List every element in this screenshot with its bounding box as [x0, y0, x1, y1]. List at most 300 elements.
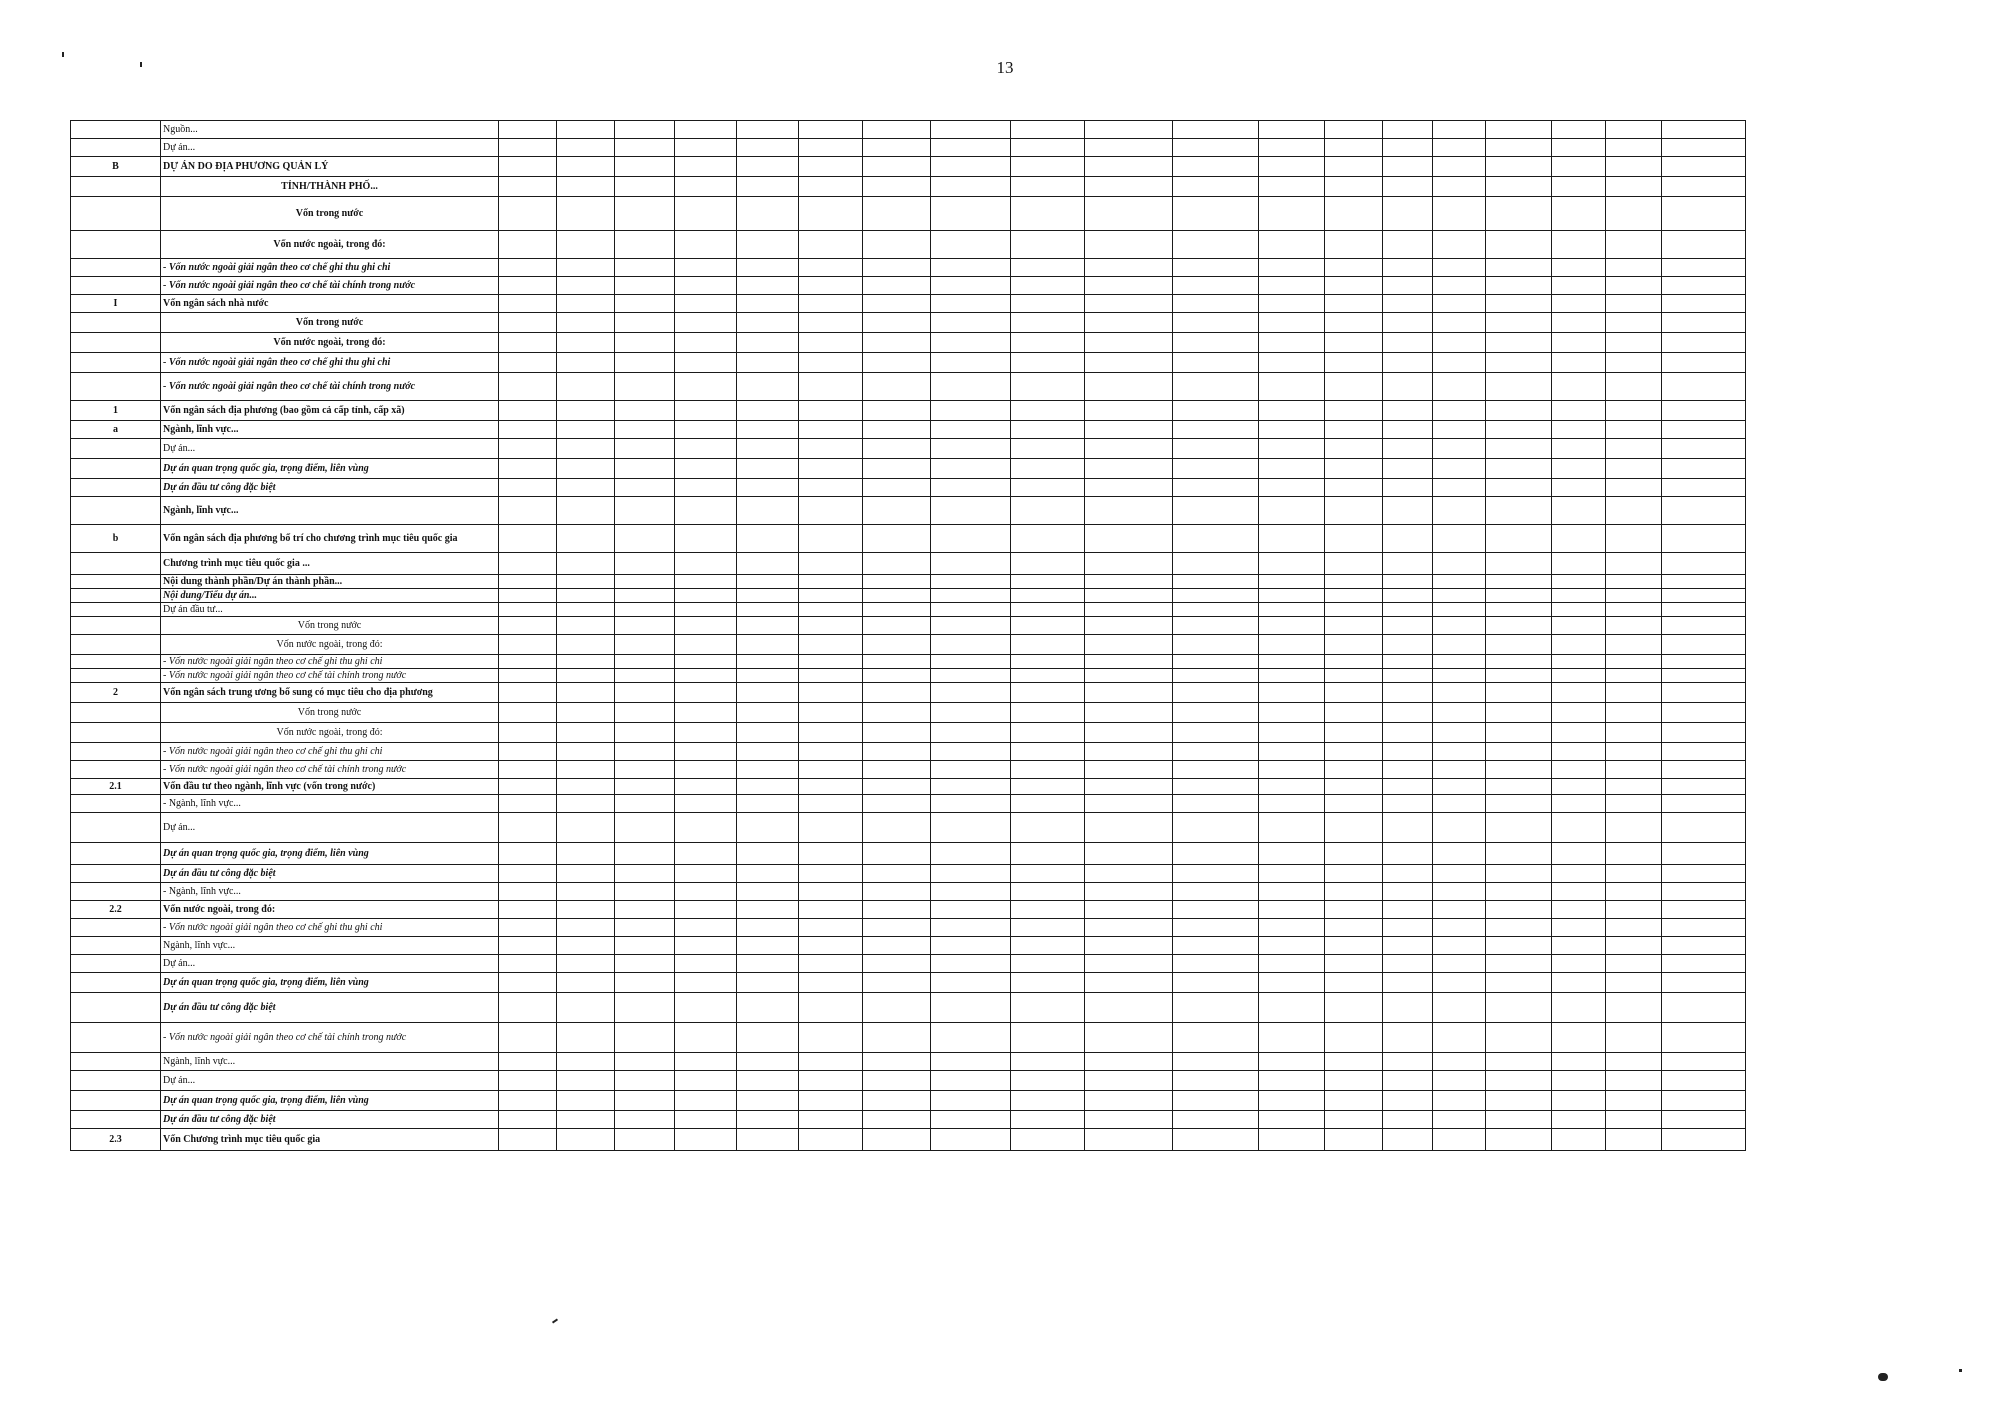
- blank-value-cell: [1325, 937, 1383, 955]
- blank-value-cell: [1433, 313, 1486, 333]
- blank-value-cell: [615, 973, 675, 993]
- blank-value-cell: [557, 603, 615, 617]
- row-number-cell: [71, 575, 161, 589]
- blank-value-cell: [1085, 723, 1173, 743]
- row-number-cell: [71, 795, 161, 813]
- blank-value-cell: [1325, 121, 1383, 139]
- blank-value-cell: [1486, 553, 1552, 575]
- blank-value-cell: [1259, 973, 1325, 993]
- blank-value-cell: [1486, 919, 1552, 937]
- blank-value-cell: [1173, 1053, 1259, 1071]
- blank-value-cell: [1259, 937, 1325, 955]
- blank-value-cell: [737, 761, 799, 779]
- blank-value-cell: [1085, 353, 1173, 373]
- blank-value-cell: [1606, 743, 1662, 761]
- blank-value-cell: [615, 937, 675, 955]
- blank-value-cell: [1662, 1111, 1746, 1129]
- row-name-cell: - Vốn nước ngoài giải ngân theo cơ chế ghi thu ghi chi: [161, 919, 499, 937]
- blank-value-cell: [1552, 973, 1606, 993]
- blank-value-cell: [557, 525, 615, 553]
- blank-value-cell: [799, 139, 863, 157]
- blank-value-cell: [1259, 743, 1325, 761]
- blank-value-cell: [499, 459, 557, 479]
- table-row: [71, 955, 1746, 973]
- blank-value-cell: [737, 139, 799, 157]
- blank-value-cell: [931, 1111, 1011, 1129]
- blank-value-cell: [615, 525, 675, 553]
- blank-value-cell: [931, 479, 1011, 497]
- blank-value-cell: [557, 121, 615, 139]
- blank-value-cell: [1433, 1023, 1486, 1053]
- blank-value-cell: [675, 1053, 737, 1071]
- row-number-cell: 2: [71, 683, 161, 703]
- blank-value-cell: [1383, 121, 1433, 139]
- blank-value-cell: [499, 795, 557, 813]
- blank-value-cell: [675, 121, 737, 139]
- blank-value-cell: [1606, 955, 1662, 973]
- blank-value-cell: [1662, 843, 1746, 865]
- blank-value-cell: [737, 459, 799, 479]
- blank-value-cell: [799, 459, 863, 479]
- blank-value-cell: [1662, 1129, 1746, 1151]
- row-name-cell: Nguồn...: [161, 121, 499, 139]
- blank-value-cell: [1552, 333, 1606, 353]
- blank-value-cell: [499, 1111, 557, 1129]
- blank-value-cell: [1383, 1053, 1433, 1071]
- blank-value-cell: [799, 865, 863, 883]
- blank-value-cell: [1552, 761, 1606, 779]
- blank-value-cell: [1173, 993, 1259, 1023]
- blank-value-cell: [1433, 669, 1486, 683]
- blank-value-cell: [799, 259, 863, 277]
- row-number-cell: [71, 1023, 161, 1053]
- blank-value-cell: [1011, 553, 1085, 575]
- blank-value-cell: [1552, 277, 1606, 295]
- blank-value-cell: [931, 353, 1011, 373]
- blank-value-cell: [1085, 459, 1173, 479]
- blank-value-cell: [1486, 459, 1552, 479]
- blank-value-cell: [931, 795, 1011, 813]
- blank-value-cell: [1085, 1071, 1173, 1091]
- blank-value-cell: [1606, 617, 1662, 635]
- blank-value-cell: [1383, 635, 1433, 655]
- blank-value-cell: [1433, 813, 1486, 843]
- row-name-cell: Vốn trong nước: [161, 617, 499, 635]
- blank-value-cell: [499, 955, 557, 973]
- blank-value-cell: [675, 955, 737, 973]
- blank-value-cell: [1606, 295, 1662, 313]
- blank-value-cell: [1606, 1111, 1662, 1129]
- row-name-cell: Vốn đầu tư theo ngành, lĩnh vực (vốn trong nước): [161, 779, 499, 795]
- blank-value-cell: [615, 497, 675, 525]
- row-name-cell: Ngành, lĩnh vực...: [161, 497, 499, 525]
- blank-value-cell: [1552, 439, 1606, 459]
- blank-value-cell: [1662, 277, 1746, 295]
- blank-value-cell: [799, 121, 863, 139]
- blank-value-cell: [1259, 1023, 1325, 1053]
- blank-value-cell: [1173, 635, 1259, 655]
- blank-value-cell: [737, 421, 799, 439]
- table-row: [71, 525, 1746, 553]
- blank-value-cell: [499, 937, 557, 955]
- blank-value-cell: [737, 723, 799, 743]
- blank-value-cell: [557, 703, 615, 723]
- blank-value-cell: [675, 655, 737, 669]
- blank-value-cell: [737, 843, 799, 865]
- blank-value-cell: [1552, 919, 1606, 937]
- row-number-cell: [71, 617, 161, 635]
- blank-value-cell: [1085, 139, 1173, 157]
- blank-value-cell: [1085, 703, 1173, 723]
- blank-value-cell: [737, 197, 799, 231]
- blank-value-cell: [1085, 635, 1173, 655]
- blank-value-cell: [1383, 259, 1433, 277]
- row-name-cell: Dự án quan trọng quốc gia, trọng điểm, liên vùng: [161, 843, 499, 865]
- blank-value-cell: [799, 993, 863, 1023]
- blank-value-cell: [1011, 197, 1085, 231]
- blank-value-cell: [499, 901, 557, 919]
- blank-value-cell: [1552, 589, 1606, 603]
- blank-value-cell: [863, 813, 931, 843]
- blank-value-cell: [557, 333, 615, 353]
- blank-value-cell: [615, 779, 675, 795]
- blank-value-cell: [1383, 743, 1433, 761]
- blank-value-cell: [737, 955, 799, 973]
- row-name-cell: Vốn Chương trình mục tiêu quốc gia: [161, 1129, 499, 1151]
- blank-value-cell: [931, 779, 1011, 795]
- blank-value-cell: [557, 865, 615, 883]
- blank-value-cell: [1173, 295, 1259, 313]
- blank-value-cell: [737, 313, 799, 333]
- row-name-cell: Vốn ngân sách địa phương bố trí cho chương trình mục tiêu quốc gia: [161, 525, 499, 553]
- blank-value-cell: [1383, 177, 1433, 197]
- row-number-cell: [71, 993, 161, 1023]
- blank-value-cell: [737, 937, 799, 955]
- blank-value-cell: [931, 231, 1011, 259]
- blank-value-cell: [737, 553, 799, 575]
- blank-value-cell: [1259, 421, 1325, 439]
- blank-value-cell: [1085, 333, 1173, 353]
- blank-value-cell: [1259, 703, 1325, 723]
- blank-value-cell: [799, 919, 863, 937]
- blank-value-cell: [557, 197, 615, 231]
- blank-value-cell: [1606, 683, 1662, 703]
- blank-value-cell: [1085, 655, 1173, 669]
- blank-value-cell: [1433, 635, 1486, 655]
- blank-value-cell: [1011, 525, 1085, 553]
- blank-value-cell: [1085, 669, 1173, 683]
- blank-value-cell: [1606, 1129, 1662, 1151]
- blank-value-cell: [499, 865, 557, 883]
- blank-value-cell: [737, 603, 799, 617]
- blank-value-cell: [1383, 313, 1433, 333]
- row-number-cell: [71, 197, 161, 231]
- blank-value-cell: [1085, 865, 1173, 883]
- blank-value-cell: [1085, 743, 1173, 761]
- blank-value-cell: [1085, 575, 1173, 589]
- blank-value-cell: [1085, 479, 1173, 497]
- blank-value-cell: [675, 421, 737, 439]
- table-row: [71, 479, 1746, 497]
- blank-value-cell: [675, 1111, 737, 1129]
- blank-value-cell: [1259, 1111, 1325, 1129]
- blank-value-cell: [863, 779, 931, 795]
- row-number-cell: [71, 259, 161, 277]
- blank-value-cell: [799, 197, 863, 231]
- blank-value-cell: [1325, 373, 1383, 401]
- blank-value-cell: [1173, 779, 1259, 795]
- blank-value-cell: [737, 333, 799, 353]
- blank-value-cell: [615, 231, 675, 259]
- blank-value-cell: [499, 723, 557, 743]
- blank-value-cell: [675, 439, 737, 459]
- blank-value-cell: [1011, 1129, 1085, 1151]
- blank-value-cell: [1011, 955, 1085, 973]
- blank-value-cell: [1173, 669, 1259, 683]
- blank-value-cell: [1011, 743, 1085, 761]
- blank-value-cell: [931, 865, 1011, 883]
- row-name-cell: - Vốn nước ngoài giải ngân theo cơ chế ghi thu ghi chi: [161, 743, 499, 761]
- blank-value-cell: [675, 617, 737, 635]
- blank-value-cell: [1259, 883, 1325, 901]
- blank-value-cell: [863, 937, 931, 955]
- blank-value-cell: [1486, 901, 1552, 919]
- blank-value-cell: [1433, 655, 1486, 669]
- blank-value-cell: [1383, 1091, 1433, 1111]
- row-number-cell: [71, 761, 161, 779]
- blank-value-cell: [1011, 333, 1085, 353]
- blank-value-cell: [931, 993, 1011, 1023]
- blank-value-cell: [931, 333, 1011, 353]
- blank-value-cell: [1552, 993, 1606, 1023]
- blank-value-cell: [1486, 669, 1552, 683]
- blank-value-cell: [1325, 843, 1383, 865]
- blank-value-cell: [1259, 459, 1325, 479]
- blank-value-cell: [1433, 1071, 1486, 1091]
- blank-value-cell: [615, 683, 675, 703]
- blank-value-cell: [1325, 553, 1383, 575]
- blank-value-cell: [1085, 843, 1173, 865]
- blank-value-cell: [499, 231, 557, 259]
- blank-value-cell: [675, 353, 737, 373]
- blank-value-cell: [1433, 259, 1486, 277]
- blank-value-cell: [799, 795, 863, 813]
- row-name-cell: - Ngành, lĩnh vực...: [161, 795, 499, 813]
- blank-value-cell: [1552, 655, 1606, 669]
- blank-value-cell: [615, 421, 675, 439]
- row-number-cell: [71, 655, 161, 669]
- blank-value-cell: [1325, 779, 1383, 795]
- blank-value-cell: [675, 459, 737, 479]
- blank-value-cell: [499, 121, 557, 139]
- blank-value-cell: [1606, 813, 1662, 843]
- blank-value-cell: [1325, 1023, 1383, 1053]
- blank-value-cell: [1325, 1111, 1383, 1129]
- blank-value-cell: [1662, 703, 1746, 723]
- blank-value-cell: [1259, 795, 1325, 813]
- blank-value-cell: [1486, 843, 1552, 865]
- blank-value-cell: [1325, 157, 1383, 177]
- blank-value-cell: [1325, 703, 1383, 723]
- blank-value-cell: [1552, 723, 1606, 743]
- blank-value-cell: [1325, 973, 1383, 993]
- blank-value-cell: [675, 553, 737, 575]
- row-number-cell: [71, 373, 161, 401]
- blank-value-cell: [615, 259, 675, 277]
- scan-speck: [552, 1318, 558, 1323]
- blank-value-cell: [499, 277, 557, 295]
- blank-value-cell: [615, 401, 675, 421]
- blank-value-cell: [1011, 1071, 1085, 1091]
- blank-value-cell: [1325, 353, 1383, 373]
- blank-value-cell: [675, 635, 737, 655]
- blank-value-cell: [1173, 1023, 1259, 1053]
- blank-value-cell: [1662, 813, 1746, 843]
- blank-value-cell: [1433, 197, 1486, 231]
- table-row: [71, 277, 1746, 295]
- blank-value-cell: [799, 1071, 863, 1091]
- blank-value-cell: [1552, 197, 1606, 231]
- blank-value-cell: [737, 295, 799, 313]
- blank-value-cell: [737, 479, 799, 497]
- blank-value-cell: [1552, 553, 1606, 575]
- blank-value-cell: [615, 139, 675, 157]
- blank-value-cell: [1606, 761, 1662, 779]
- table-row: [71, 553, 1746, 575]
- blank-value-cell: [1085, 421, 1173, 439]
- blank-value-cell: [863, 479, 931, 497]
- blank-value-cell: [615, 761, 675, 779]
- table-row: [71, 373, 1746, 401]
- row-name-cell: Dự án đầu tư công đặc biệt: [161, 479, 499, 497]
- blank-value-cell: [799, 743, 863, 761]
- blank-value-cell: [1552, 883, 1606, 901]
- blank-value-cell: [615, 589, 675, 603]
- blank-value-cell: [615, 919, 675, 937]
- blank-value-cell: [1433, 459, 1486, 479]
- blank-value-cell: [1259, 919, 1325, 937]
- blank-value-cell: [737, 617, 799, 635]
- blank-value-cell: [1662, 295, 1746, 313]
- blank-value-cell: [1433, 743, 1486, 761]
- blank-value-cell: [675, 723, 737, 743]
- blank-value-cell: [1606, 1071, 1662, 1091]
- blank-value-cell: [1552, 157, 1606, 177]
- blank-value-cell: [1383, 231, 1433, 259]
- blank-value-cell: [1085, 813, 1173, 843]
- blank-value-cell: [1552, 901, 1606, 919]
- blank-value-cell: [1085, 231, 1173, 259]
- blank-value-cell: [863, 617, 931, 635]
- blank-value-cell: [1662, 993, 1746, 1023]
- blank-value-cell: [499, 761, 557, 779]
- blank-value-cell: [675, 333, 737, 353]
- blank-value-cell: [1173, 843, 1259, 865]
- table-row: [71, 333, 1746, 353]
- table-row: [71, 779, 1746, 795]
- blank-value-cell: [1173, 1111, 1259, 1129]
- blank-value-cell: [1011, 883, 1085, 901]
- blank-value-cell: [1383, 479, 1433, 497]
- page-number: 13: [996, 58, 1014, 77]
- blank-value-cell: [799, 277, 863, 295]
- blank-value-cell: [557, 669, 615, 683]
- blank-value-cell: [931, 603, 1011, 617]
- blank-value-cell: [1383, 779, 1433, 795]
- blank-value-cell: [799, 723, 863, 743]
- blank-value-cell: [1325, 277, 1383, 295]
- blank-value-cell: [1486, 1053, 1552, 1071]
- blank-value-cell: [1383, 277, 1433, 295]
- blank-value-cell: [1552, 353, 1606, 373]
- blank-value-cell: [1433, 901, 1486, 919]
- blank-value-cell: [1259, 313, 1325, 333]
- blank-value-cell: [799, 617, 863, 635]
- blank-value-cell: [1085, 1053, 1173, 1071]
- blank-value-cell: [1259, 865, 1325, 883]
- blank-value-cell: [615, 883, 675, 901]
- blank-value-cell: [1552, 795, 1606, 813]
- blank-value-cell: [737, 439, 799, 459]
- blank-value-cell: [1173, 421, 1259, 439]
- blank-value-cell: [1173, 553, 1259, 575]
- row-name-cell: Vốn trong nước: [161, 313, 499, 333]
- row-number-cell: [71, 865, 161, 883]
- blank-value-cell: [1259, 295, 1325, 313]
- table-row: [71, 973, 1746, 993]
- blank-value-cell: [557, 1071, 615, 1091]
- blank-value-cell: [1662, 139, 1746, 157]
- blank-value-cell: [1433, 439, 1486, 459]
- row-name-cell: Vốn ngân sách địa phương (bao gồm cả cấp tỉnh, cấp xã): [161, 401, 499, 421]
- blank-value-cell: [1486, 1023, 1552, 1053]
- row-number-cell: [71, 883, 161, 901]
- blank-value-cell: [499, 177, 557, 197]
- blank-value-cell: [1606, 439, 1662, 459]
- blank-value-cell: [1085, 497, 1173, 525]
- blank-value-cell: [615, 813, 675, 843]
- blank-value-cell: [615, 901, 675, 919]
- blank-value-cell: [675, 1071, 737, 1091]
- blank-value-cell: [1662, 865, 1746, 883]
- blank-value-cell: [863, 401, 931, 421]
- blank-value-cell: [1486, 157, 1552, 177]
- blank-value-cell: [799, 655, 863, 669]
- blank-value-cell: [1383, 1071, 1433, 1091]
- table-row: [71, 655, 1746, 669]
- blank-value-cell: [1325, 993, 1383, 1023]
- blank-value-cell: [1662, 901, 1746, 919]
- blank-value-cell: [1011, 973, 1085, 993]
- row-number-cell: [71, 669, 161, 683]
- blank-value-cell: [1486, 439, 1552, 459]
- blank-value-cell: [499, 1071, 557, 1091]
- blank-value-cell: [675, 779, 737, 795]
- row-number-cell: [71, 635, 161, 655]
- table-row: [71, 401, 1746, 421]
- blank-value-cell: [1173, 919, 1259, 937]
- blank-value-cell: [863, 121, 931, 139]
- table-row: [71, 723, 1746, 743]
- blank-value-cell: [499, 1053, 557, 1071]
- row-number-cell: [71, 743, 161, 761]
- blank-value-cell: [557, 177, 615, 197]
- row-name-cell: Vốn ngân sách nhà nước: [161, 295, 499, 313]
- blank-value-cell: [1552, 635, 1606, 655]
- row-name-cell: Chương trình mục tiêu quốc gia ...: [161, 553, 499, 575]
- blank-value-cell: [557, 779, 615, 795]
- blank-value-cell: [1085, 1129, 1173, 1151]
